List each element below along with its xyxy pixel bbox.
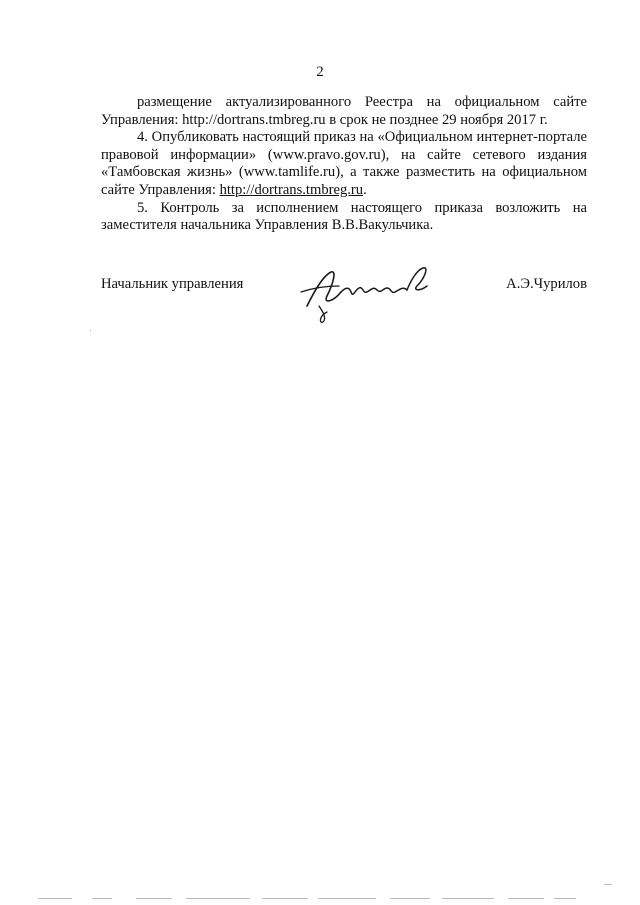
handwritten-signature xyxy=(293,262,443,324)
signer-name: А.Э.Чурилов xyxy=(506,276,587,292)
paragraph-3-continuation: размещение актуализированного Реестра на официальном сайте Управления: http://dortrans.tmbreg.ru в срок не позднее 29 ноября 2017 г. xyxy=(101,94,587,128)
website-link[interactable]: http://dortrans.tmbreg.ru xyxy=(219,181,364,198)
scan-mark xyxy=(604,884,612,885)
paragraph-4-end: . xyxy=(363,181,367,198)
scan-bottom-edge xyxy=(0,898,640,902)
paragraph-5: 5. Контроль за исполнением настоящего приказа возложить на заместителя начальника Управления В.В.Вакульчика. xyxy=(101,199,587,234)
document-body xyxy=(101,94,587,235)
page-number: 2 xyxy=(316,64,324,80)
signature-block xyxy=(101,262,587,322)
paragraph-4 xyxy=(101,129,587,199)
paragraph-4-text: 4. Опубликовать настоящий приказ на «Официальном интернет-портале правовой информации» (www.pravo.gov.ru), на сайте сетевого издания «Тамбовская жизнь» (www.tamlife.ru), а также разместить на официальном сайте Управления: xyxy=(101,129,587,198)
scan-speck xyxy=(90,330,91,331)
position-title: Начальник управления xyxy=(101,276,244,292)
